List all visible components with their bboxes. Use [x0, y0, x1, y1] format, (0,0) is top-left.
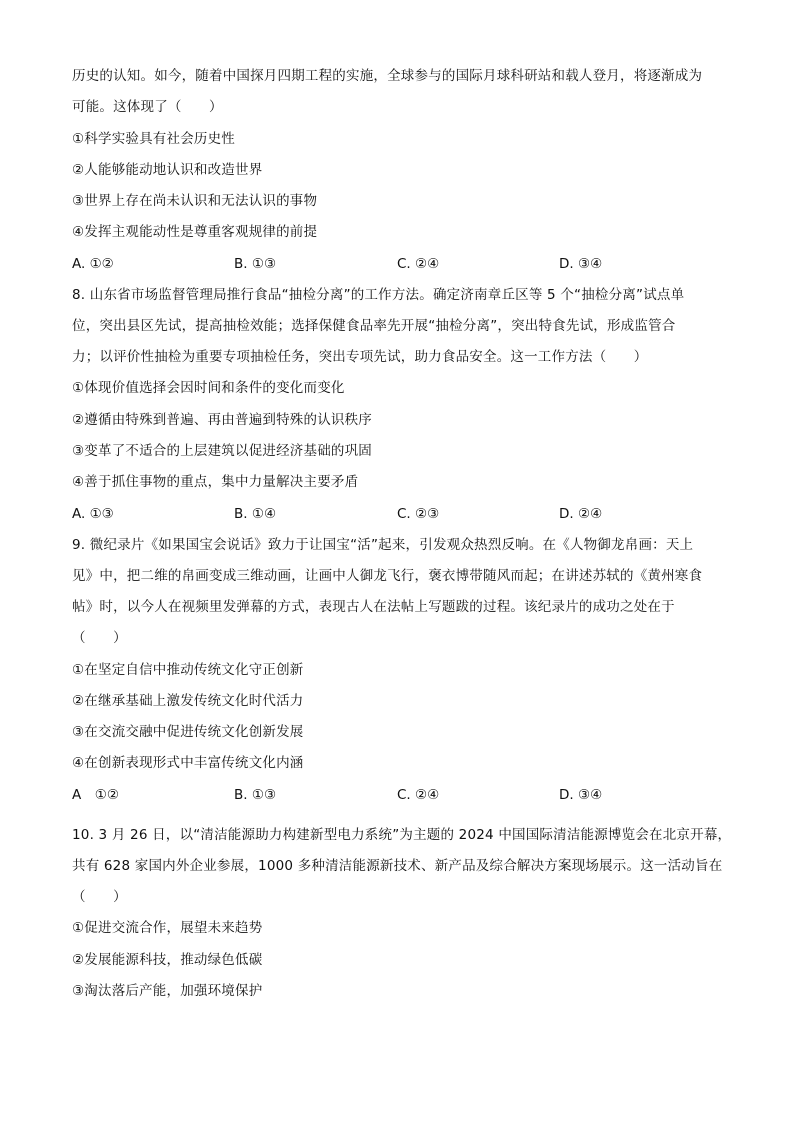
q8-statement-3: ③变革了不适合的上层建筑以促进经济基础的巩固	[72, 443, 373, 459]
q8-option-c[interactable]: C. ②③	[397, 506, 440, 522]
q9-stem-line-1: 9. 微纪录片《如果国宝会说话》致力于让国宝“活”起来，引发观众热烈反响。在《人物御龙帛画：天上	[72, 537, 694, 553]
q7-statement-4: ④发挥主观能动性是尊重客观规律的前提	[72, 224, 318, 240]
q7-option-b[interactable]: B. ①③	[234, 256, 277, 272]
q9-option-b[interactable]: B. ①③	[234, 787, 277, 803]
q7-statement-1: ①科学实验具有社会历史性	[72, 131, 236, 147]
q7-statement-3: ③世界上存在尚未认识和无法认识的事物	[72, 193, 318, 209]
q9-statement-3: ③在交流交融中促进传统文化创新发展	[72, 724, 304, 740]
q7-option-d[interactable]: D. ③④	[559, 256, 603, 272]
q8-options	[72, 505, 732, 523]
q9-stem-line-2: 见》中，把二维的帛画变成三维动画，让画中人御龙飞行，褒衣博带随风而起；在讲述苏轼的《黄州寒食	[72, 568, 703, 584]
q9-option-a[interactable]: A ①②	[72, 787, 119, 803]
q8-stem-line-3: 力；以评价性抽检为重要专项抽检任务，突出专项先试，助力食品安全。这一工作方法（ ）	[72, 349, 648, 365]
q10-statement-2: ②发展能源科技，推动绿色低碳	[72, 952, 263, 968]
q7-option-a[interactable]: A. ①②	[72, 256, 114, 272]
q7-stem-line-2: 可能。这体现了（ ）	[72, 99, 223, 115]
q10-stem-line-2: 共有 628 家国内外企业参展，1000 多种清洁能源新技术、新产品及综合解决方案现场展示。这一活动旨在	[72, 858, 723, 874]
q10-statement-1: ①促进交流合作，展望未来趋势	[72, 920, 263, 936]
q9-option-d[interactable]: D. ③④	[559, 787, 603, 803]
q10-stem-line-3: （ ）	[72, 889, 127, 905]
q9-stem-line-3: 帖》时，以今人在视频里发弹幕的方式，表现古人在法帖上写题跋的过程。该纪录片的成功之处在于	[72, 599, 675, 615]
q9-stem-line-4: （ ）	[72, 630, 127, 646]
q7-option-c[interactable]: C. ②④	[397, 256, 440, 272]
q7-options	[72, 255, 732, 273]
q9-statement-4: ④在创新表现形式中丰富传统文化内涵	[72, 755, 304, 771]
q9-options	[72, 786, 732, 804]
q8-statement-4: ④善于抓住事物的重点，集中力量解决主要矛盾	[72, 474, 359, 490]
q8-option-a[interactable]: A. ①③	[72, 506, 114, 522]
q8-stem-line-2: 位，突出县区先试，提高抽检效能；选择保健食品率先开展“抽检分离”，突出特食先试，形成监管合	[72, 318, 676, 334]
q8-option-d[interactable]: D. ②④	[559, 506, 603, 522]
q8-option-b[interactable]: B. ①④	[234, 506, 277, 522]
q8-statement-2: ②遵循由特殊到普遍、再由普遍到特殊的认识秩序	[72, 412, 373, 428]
q10-statement-3: ③淘汰落后产能，加强环境保护	[72, 983, 263, 999]
q8-statement-1: ①体现价值选择会因时间和条件的变化而变化	[72, 380, 345, 396]
q10-stem-line-1: 10. 3 月 26 日，以“清洁能源助力构建新型电力系统”为主题的 2024 中国国际清洁能源博览会在北京开幕，	[72, 827, 732, 843]
q8-stem-line-1: 8. 山东省市场监督管理局推行食品“抽检分离”的工作方法。确定济南章丘区等 5 个“抽检分离”试点单	[72, 287, 685, 303]
q7-stem-line-1: 历史的认知。如今，随着中国探月四期工程的实施，全球参与的国际月球科研站和载人登月，将逐渐成为	[72, 68, 703, 84]
q9-statement-2: ②在继承基础上激发传统文化时代活力	[72, 693, 304, 709]
q7-statement-2: ②人能够能动地认识和改造世界	[72, 162, 263, 178]
q9-option-c[interactable]: C. ②④	[397, 787, 440, 803]
q9-statement-1: ①在坚定自信中推动传统文化守正创新	[72, 662, 304, 678]
